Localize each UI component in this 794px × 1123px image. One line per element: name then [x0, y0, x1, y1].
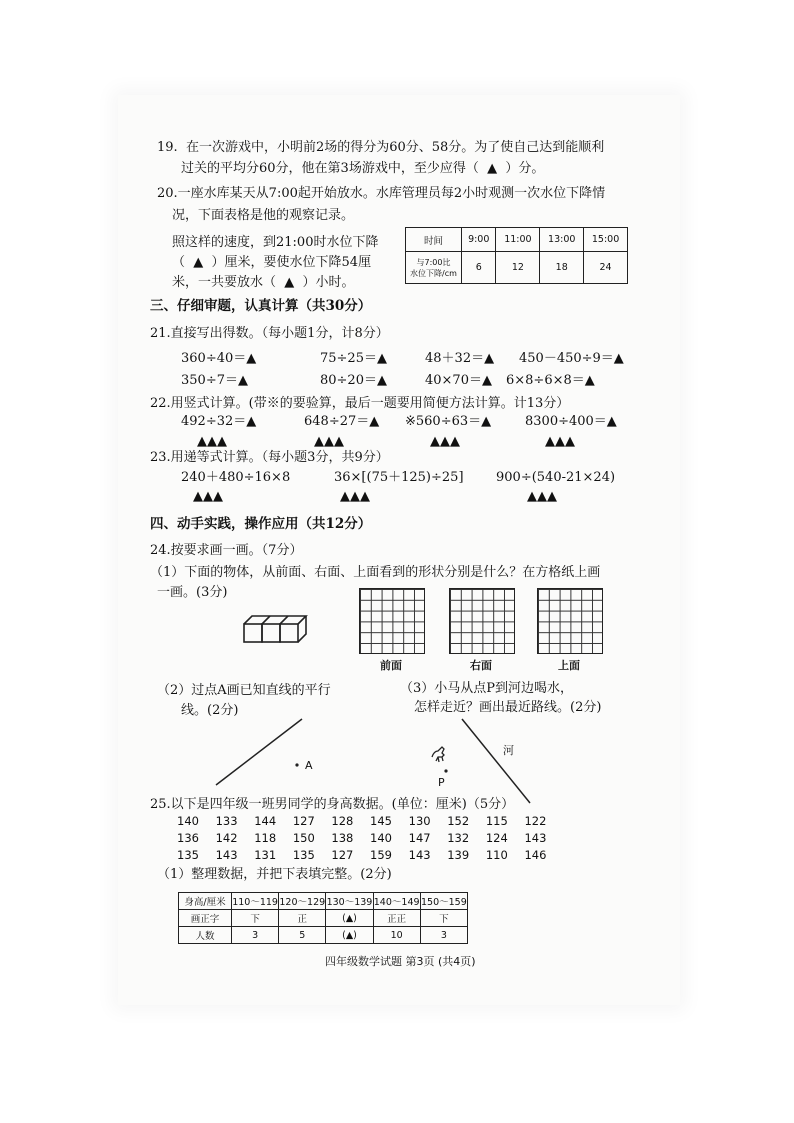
row-label-line2: 水位下降/cm [410, 268, 457, 278]
cube-object-figure [240, 612, 310, 648]
grid-right[interactable] [449, 588, 515, 654]
q23-item: 240＋480÷16×8 [181, 470, 291, 485]
q20-body3: 米，一共要放水（ ▲ ）小时。 [172, 275, 355, 290]
count-cell[interactable]: (▲) [326, 927, 373, 944]
grid-top[interactable] [537, 588, 603, 654]
q21-title: 21.直接写出得数。（每小题1分，计8分） [150, 326, 389, 341]
height-range-cell: 110～119 [232, 893, 279, 910]
q22-item: ※560÷63＝▲ [405, 414, 492, 429]
table-time-cell: 15:00 [584, 228, 628, 252]
height-range-cell: 140～149 [373, 893, 420, 910]
q25-title: 25.以下是四年级一班男同学的身高数据。(单位：厘米)（5分） [150, 797, 515, 812]
height-range-cell: 150～159 [420, 893, 467, 910]
table-time-cell: 13:00 [540, 228, 584, 252]
pony-icon [432, 747, 444, 762]
tally-row-label: 画正字 [179, 910, 232, 927]
tally-cell: 正 [279, 910, 326, 927]
table-time-cell: 9:00 [462, 228, 496, 252]
q25-part1: （1）整理数据，并把下表填完整。(2分) [157, 867, 392, 882]
height-data-row: 136 142 118 150 138 140 147 132 124 143 [177, 831, 547, 845]
grid-label-front: 前面 [380, 659, 402, 672]
table-header-time: 时间 [406, 228, 462, 252]
count-cell: 3 [232, 927, 279, 944]
river-label: 河 [503, 744, 514, 757]
tally-cell[interactable]: (▲) [326, 910, 373, 927]
water-level-table [405, 227, 628, 284]
q22-item: 492÷32＝▲ [181, 414, 257, 429]
q22-item: 8300÷400＝▲ [525, 414, 617, 429]
q23-mark: ▲▲▲ [527, 489, 557, 504]
q23-title: 23.用递等式计算。（每小题3分，共9分） [150, 450, 389, 465]
row-label-line1: 与7:00比 [416, 257, 451, 267]
q21-item: 6×8÷6×8＝▲ [506, 373, 595, 388]
table-value-cell: 24 [584, 252, 628, 284]
count-cell: 5 [279, 927, 326, 944]
height-table-header: 身高/厘米 [179, 893, 232, 910]
q24-title: 24.按要求画一画。（7分） [150, 543, 303, 558]
given-line [216, 719, 302, 785]
q22-mark: ▲▲▲ [197, 434, 227, 449]
q20-body2: （ ▲ ）厘米，要使水位下降54厘 [172, 255, 372, 270]
drawing-area[interactable] [210, 715, 570, 805]
q21-item: 80÷20＝▲ [320, 373, 387, 388]
grid-front[interactable] [359, 588, 425, 654]
q21-item: 75÷25＝▲ [320, 351, 387, 366]
height-range-cell: 130～139 [326, 893, 373, 910]
count-cell: 3 [420, 927, 467, 944]
q21-item: 40×70＝▲ [425, 373, 492, 388]
q23-item: 900÷(540-21×24) [496, 470, 616, 485]
q21-item: 350÷7＝▲ [181, 373, 248, 388]
q23-mark: ▲▲▲ [340, 489, 370, 504]
q22-mark: ▲▲▲ [430, 434, 460, 449]
q23-mark: ▲▲▲ [193, 489, 223, 504]
table-time-cell: 11:00 [496, 228, 540, 252]
table-row-label [406, 252, 462, 284]
point-a-dot [295, 763, 298, 766]
q24-part2-line1: （2）过点A画已知直线的平行 [157, 683, 331, 698]
height-data-row: 140 133 144 127 128 145 130 152 115 122 [177, 814, 547, 828]
q24-part1-line1: （1）下面的物体，从前面、右面、上面看到的形状分别是什么？在方格纸上画 [150, 565, 601, 580]
q21-item: 450－450÷9＝▲ [519, 351, 624, 366]
q20-line2: 况，下面表格是他的观察记录。 [172, 208, 355, 223]
tally-cell: 正正 [373, 910, 420, 927]
table-value-cell: 18 [540, 252, 584, 284]
q22-mark: ▲▲▲ [545, 434, 575, 449]
q19-line2: 过关的平均分60分，他在第3场游戏中，至少应得（ ▲ ）分。 [181, 161, 545, 176]
count-cell: 10 [373, 927, 420, 944]
page-footer: 四年级数学试题 第3页 (共4页) [325, 955, 476, 968]
point-p-dot [444, 769, 447, 772]
count-row-label: 人数 [179, 927, 232, 944]
height-table [178, 892, 468, 944]
height-data-row: 135 143 131 135 127 159 143 139 110 146 [177, 848, 547, 862]
q22-item: 648÷27＝▲ [304, 414, 380, 429]
q21-item: 48＋32＝▲ [425, 351, 495, 366]
section-4-heading: 四、动手实践，操作应用（共12分） [150, 516, 372, 532]
q24-part3-line2: 怎样走近？画出最近路线。(2分) [414, 700, 602, 715]
table-value-cell: 12 [496, 252, 540, 284]
q20-line1: 20.一座水库某天从7:00起开始放水。水库管理员每2小时观测一次水位下降情 [157, 186, 606, 201]
point-p-label: P [438, 776, 445, 789]
height-range-cell: 120～129 [279, 893, 326, 910]
river-line [462, 719, 530, 803]
section-3-heading: 三、仔细审题，认真计算（共30分） [150, 298, 372, 314]
q21-item: 360÷40＝▲ [181, 351, 257, 366]
q22-title: 22.用竖式计算。(带※的要验算，最后一题要用简便方法计算。计13分） [150, 396, 570, 411]
tally-cell: 下 [420, 910, 467, 927]
q20-body1: 照这样的速度，到21:00时水位下降 [172, 235, 379, 250]
grid-label-right: 右面 [470, 659, 492, 672]
tally-cell: 下 [232, 910, 279, 927]
q24-part1-line2: 一画。(3分) [157, 585, 228, 600]
point-a-label: A [305, 759, 313, 772]
q23-item: 36×[(75＋125)÷25] [334, 470, 464, 485]
q24-part2-line2: 线。(2分) [181, 703, 239, 718]
q19-line1: 19. 在一次游戏中，小明前2场的得分为60分、58分。为了使自己达到能顺利 [157, 140, 605, 155]
grid-label-top: 上面 [558, 659, 580, 672]
q24-part3-line1: （3）小马从点P到河边喝水， [400, 681, 574, 696]
table-value-cell: 6 [462, 252, 496, 284]
q22-mark: ▲▲▲ [314, 434, 344, 449]
